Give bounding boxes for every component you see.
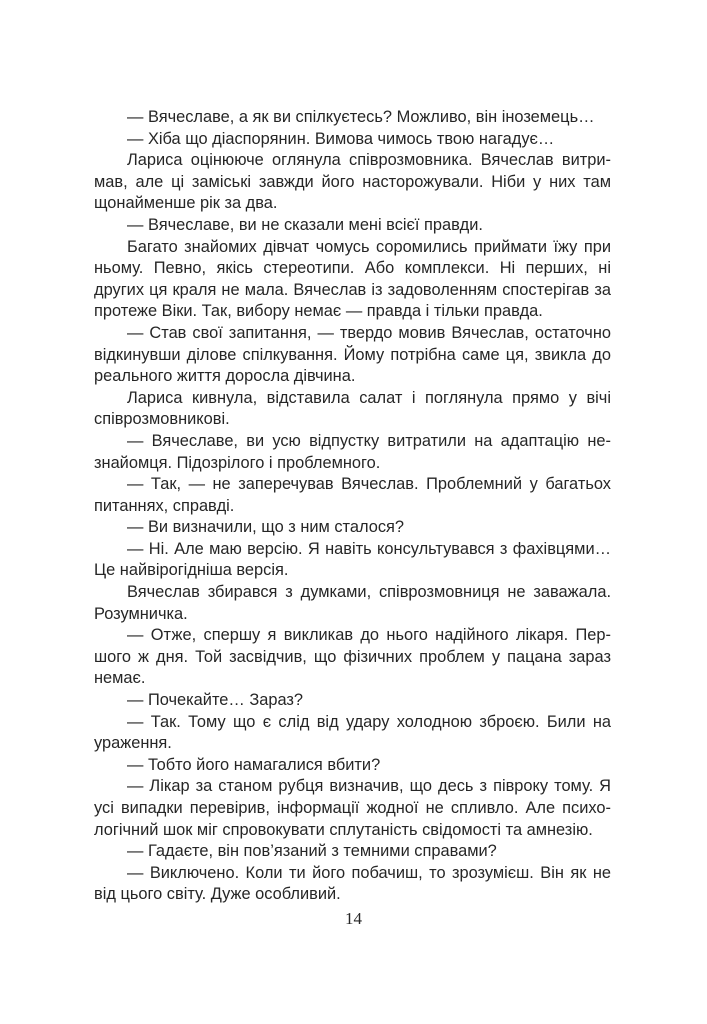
paragraph: — Так. Тому що є слід від удару холодною зброєю. Били на ураження. <box>94 712 611 753</box>
paragraph: Вячеслав збирався з думками, співрозмовниця не заважала. Розумничка. <box>94 583 611 623</box>
paragraph: — Тобто його намагалися вбити? <box>127 755 381 774</box>
paragraph: — Став свої запитання, — твердо мовив Вячеслав, остаточно відкинувши ділове спілкування. Йому потрібна саме ця, звикла до реального життя доросла дівчина. <box>94 323 611 386</box>
paragraph: — Ні. Але маю версію. Я навіть консультувався з фахівцями… Це найвірогідніша версія. <box>94 539 611 580</box>
paragraph: Багато знайомих дівчат чомусь соромились приймати їжу при ньому. Певно, якісь стереотипи. Або комплекси. Ні перших, ні других ця краля не мала. Вячеслав із задоволенням спостерігав за протеже Віки. Так, вибору немає — правда і тільки правда. <box>94 237 611 321</box>
paragraph: — Хіба що діаспорянин. Вимова чимось твою нагадує… <box>127 129 555 148</box>
paragraph: — Вячеславе, а як ви спілкуєтесь? Можливо, він іноземець… <box>127 108 595 126</box>
page-number: 14 <box>345 909 362 928</box>
paragraph: — Так, — не заперечував Вячеслав. Проблемний у багатьох питаннях, справді. <box>94 475 611 515</box>
paragraph: — Почекайте… Зараз? <box>127 691 304 710</box>
body-text <box>94 107 611 906</box>
paragraph: — Вячеславе, ви усю відпустку витратили на адаптацію незнайомця. Підозрілого і проблемного. <box>94 431 611 472</box>
paragraph: — Лікар за станом рубця визначив, що десь з півроку тому. Я усі випадки перевірив, інформації жодної не спливло. Але психологічний шок міг спровокувати сплутаність свідомості та амнезію. <box>94 777 611 839</box>
paragraph: — Гадаєте, він пов’язаний з темними справами? <box>127 842 497 861</box>
paragraph: — Вячеславе, ви не сказали мені всієї правди. <box>127 215 483 234</box>
paragraph: — Ви визначили, що з ним сталося? <box>127 518 405 537</box>
paragraph: — Виключено. Коли ти його побачиш, то зрозумієш. Він як не від цього світу. Дуже особливий. <box>94 863 611 904</box>
paragraph: — Отже, спершу я викликав до нього надійного лікаря. Першого ж дня. Той засвідчив, що фізичних проблем у пацана зараз немає. <box>94 626 611 688</box>
paragraph: Лариса оцінююче оглянула співрозмовника. Вячеслав витримав, але ці заміські завжди його насторожували. Ніби у них там щонайменше рік за два. <box>94 151 611 213</box>
paragraph: Лариса кивнула, відставила салат і поглянула прямо у вічі співрозмовникові. <box>94 388 611 429</box>
